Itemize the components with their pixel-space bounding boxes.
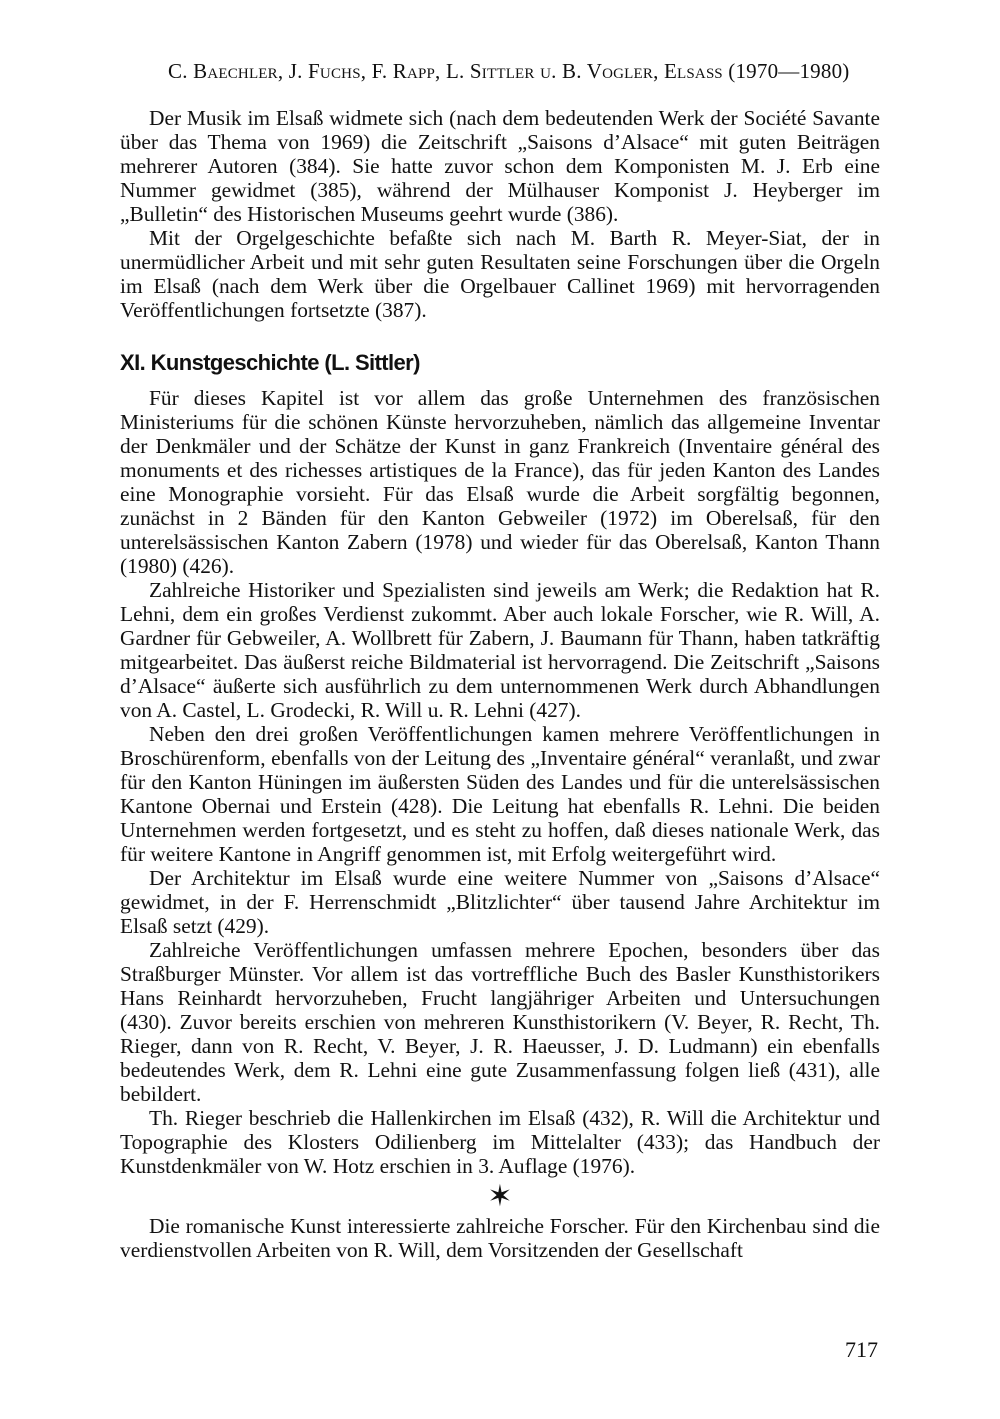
paragraph-publications: Neben den drei großen Veröffentlichungen kamen mehrere Veröffentlichungen in Broschürenform, ebenfalls von der Leitung des „Inventaire général“ veranlaßt, und zwar für den Kanton Hüningen im äußersten Süden des Landes und für die unterelsässischen Kantone Obernai und Erstein (428). Die Leitung hat ebenfalls R. Lehni. Die beiden Unternehmen werden fortgesetzt, und es steht zu hoffen, daß dieses nationale Werk, das für weitere Kantone in Angriff genommen ist, mit Erfolg weitergeführt wird. (120, 722, 880, 866)
running-header: C. Baechler, J. Fuchs, F. Rapp, L. Sittler u. B. Vogler, Elsaß (1970—1980) (168, 59, 850, 83)
page-number: 717 (845, 1337, 878, 1362)
paragraph-romanesque: Die romanische Kunst interessierte zahlreiche Forscher. Für den Kirchenbau sind die verdienstvollen Arbeiten von R. Will, dem Vorsitzenden der Gesellschaft (120, 1214, 880, 1262)
paragraph-music: Der Musik im Elsaß widmete sich (nach dem bedeutenden Werk der Société Savante über das Thema von 1969) die Zeitschrift „Saisons d’Alsace“ mit guten Beiträgen mehrerer Autoren (384). Sie hatte zuvor schon dem Komponisten M. J. Erb eine Nummer gewidmet (385), während der Mülhauser Komponist J. Heyberger im „Bulletin“ des Historischen Museums geehrt wurde (386). (120, 106, 880, 226)
paragraph-architecture: Der Architektur im Elsaß wurde eine weitere Nummer von „Saisons d’Alsace“ gewidmet, in der F. Herrenschmidt „Blitzlichter“ über tausend Jahre Architektur im Elsaß setzt (429). (120, 866, 880, 938)
paragraph-historians: Zahlreiche Historiker und Spezialisten sind jeweils am Werk; die Redaktion hat R. Lehni, dem ein großes Verdienst zukommt. Aber auch lokale Forscher, wie R. Will, A. Gardner für Gebweiler, A. Wollbrett für Zabern, J. Baumann für Thann, haben tatkräftig mitgearbeitet. Das äußerst reiche Bildmaterial ist hervorragend. Die Zeitschrift „Saisons d’Alsace“ äußerte sich ausführlich zu dem unternommenen Werk durch Abhandlungen von A. Castel, L. Grodecki, R. Will u. R. Lehni (427). (120, 578, 880, 722)
section-heading: XI. Kunstgeschichte (L. Sittler) (120, 350, 420, 375)
asterisk-separator-icon: ✶ (487, 1179, 513, 1214)
paragraph-hallenkirchen: Th. Rieger beschrieb die Hallenkirchen im Elsaß (432), R. Will die Architektur und Topographie des Klosters Odilienberg im Mittelalter (433); das Handbuch der Kunstdenkmäler von W. Hotz erschien in 3. Auflage (1976). (120, 1106, 880, 1178)
paragraph-inventory: Für dieses Kapitel ist vor allem das große Unternehmen des französischen Ministeriums für die schönen Künste hervorzuheben, nämlich das allgemeine Inventar der Denkmäler und der Schätze der Kunst in ganz Frankreich (Inventaire général des monuments et des richesses artistiques de la France), das für jeden Kanton des Landes eine Monographie vorsieht. Für das Elsaß wurde die Arbeit sorgfältig begonnen, zunächst in 2 Bänden für den Kanton Gebweiler (1972) im Oberelsaß, für den unterelsässischen Kanton Zabern (1978) und wieder für das Oberelsaß, Kanton Thann (1980) (426). (120, 386, 880, 578)
paragraph-muenster: Zahlreiche Veröffentlichungen umfassen mehrere Epochen, besonders über das Straßburger Münster. Vor allem ist das vortreffliche Buch des Basler Kunsthistorikers Hans Reinhardt hervorzuheben, Frucht langjähriger Arbeiten und Untersuchungen (430). Zuvor bereits erschien von mehreren Kunsthistorikern (V. Beyer, R. Recht, Th. Rieger, dann von R. Recht, V. Beyer, J. R. Haeusser, J. D. Ludmann) ein ebenfalls bedeutendes Werk, dem R. Lehni eine gute Zusammenfassung folgen ließ (431), alle bebildert. (120, 938, 880, 1106)
paragraph-organ-history: Mit der Orgelgeschichte befaßte sich nach M. Barth R. Meyer-Siat, der in unermüdlicher Arbeit und mit sehr guten Resultaten seine Forschungen über die Orgeln im Elsaß (nach dem Werk über die Orgelbauer Callinet 1969) mit hervorragenden Veröffentlichungen fortsetzte (387). (120, 226, 880, 322)
body-text (120, 106, 880, 1262)
